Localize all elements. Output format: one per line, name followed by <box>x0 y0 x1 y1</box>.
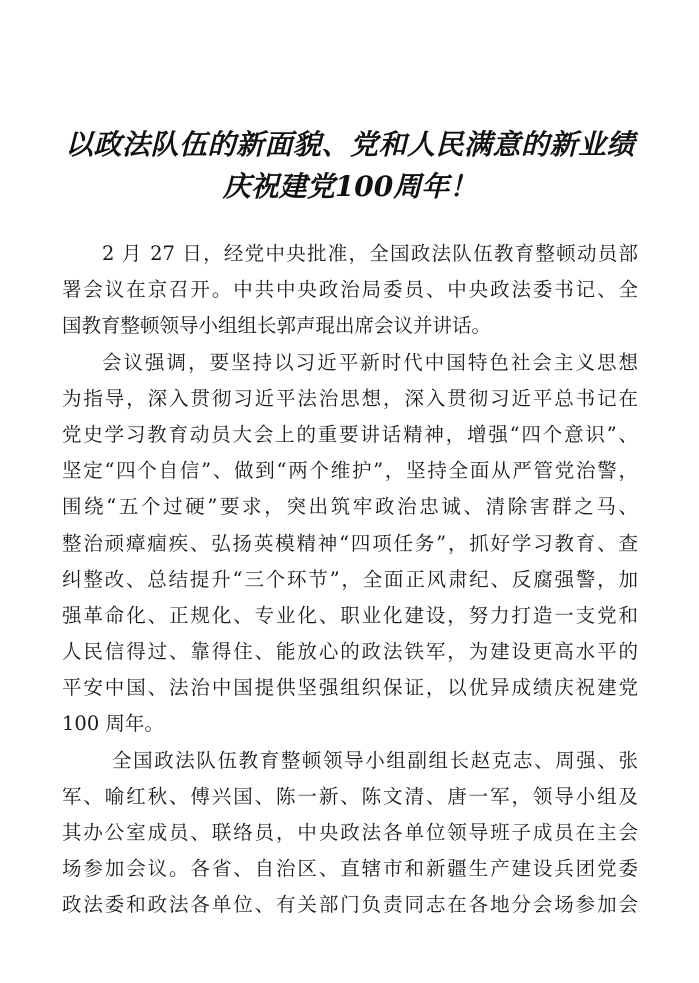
body-line: 人民信得过、靠得住、能放心的政法铁军，为建设更高水平的 <box>62 640 638 664</box>
body-line: 为指导，深入贯彻习近平法治思想，深入贯彻习近平总书记在 <box>62 386 638 410</box>
body-line: 100 周年。 <box>62 712 164 736</box>
body-line: 围绕“五个过硬”要求，突出筑牢政治忠诚、清除害群之马、 <box>62 495 638 519</box>
document-title-line-1: 以政法队伍的新面貌、党和人民满意的新业绩 <box>64 128 635 161</box>
body-line: 军、喻红秋、傅兴国、陈一新、陈文清、唐一军，领导小组及 <box>62 784 638 808</box>
body-line: 政法委和政法各单位、有关部门负责同志在各地分会场参加会 <box>62 893 638 917</box>
body-line: 场参加会议。各省、自治区、直辖市和新疆生产建设兵团党委 <box>62 857 638 881</box>
body-line: 会议强调，要坚持以习近平新时代中国特色社会主义思想 <box>102 350 638 374</box>
document-body <box>62 236 638 924</box>
body-line: 坚定“四个自信”、做到“两个维护”，坚持全面从严管党治警， <box>62 459 638 483</box>
body-line: 全国政法队伍教育整顿领导小组副组长赵克志、周强、张 <box>112 748 638 772</box>
document-title-line-2: 庆祝建党100周年！ <box>222 170 478 203</box>
body-line: 2 月 27 日，经党中央批准，全国政法队伍教育整顿动员部 <box>102 242 638 265</box>
body-line: 平安中国、法治中国提供坚强组织保证，以优异成绩庆祝建党 <box>62 676 638 700</box>
body-line: 整治顽瘴痼疾、弘扬英模精神“四项任务”，抓好学习教育、查 <box>62 531 638 555</box>
body-line: 党史学习教育动员大会上的重要讲话精神，增强“四个意识”、 <box>62 422 638 446</box>
body-line: 强革命化、正规化、专业化、职业化建设，努力打造一支党和 <box>62 603 638 627</box>
body-line: 署会议在京召开。中共中央政治局委员、中央政法委书记、全 <box>62 278 638 302</box>
body-line: 其办公室成员、联络员，中央政法各单位领导班子成员在主会 <box>62 821 638 844</box>
body-line: 纠整改、总结提升“三个环节”，全面正风肃纪、反腐强警，加 <box>62 567 638 591</box>
body-line: 国教育整顿领导小组组长郭声琨出席会议并讲话。 <box>62 314 492 338</box>
